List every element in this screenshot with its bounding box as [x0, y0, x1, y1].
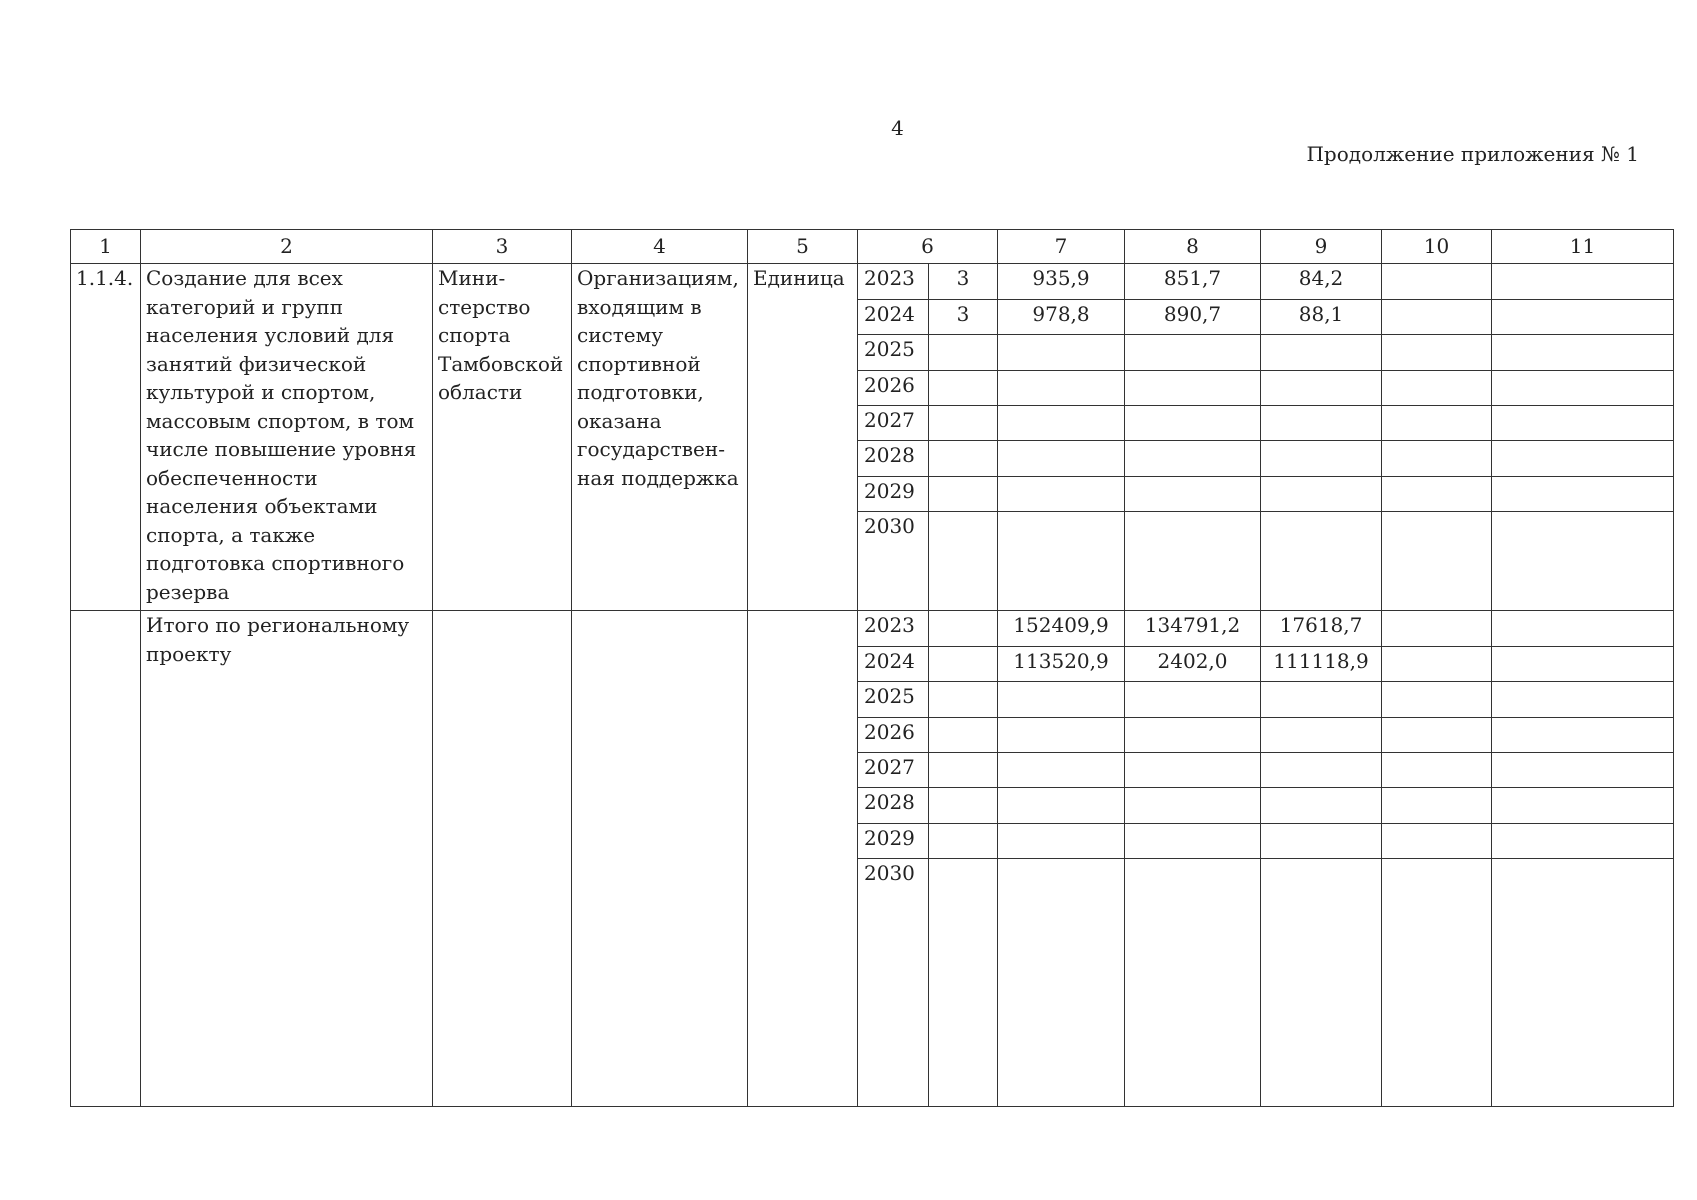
amount-cell — [1125, 859, 1261, 1107]
amount-cell — [1382, 512, 1492, 611]
year-cell: 2027 — [858, 405, 929, 440]
amount-cell — [998, 335, 1125, 370]
column-header: 8 — [1125, 230, 1261, 264]
table-row — [71, 611, 1674, 646]
column-header: 2 — [141, 230, 433, 264]
amount-cell — [1492, 405, 1674, 440]
value-cell: 3 — [929, 299, 998, 334]
column-header: 4 — [572, 230, 748, 264]
amount-cell: 890,7 — [1125, 299, 1261, 334]
total-label: Итого по региональному проекту — [141, 611, 433, 1107]
year-cell: 2023 — [858, 264, 929, 299]
amount-cell — [1382, 823, 1492, 858]
amount-cell — [1125, 405, 1261, 440]
column-header: 9 — [1261, 230, 1382, 264]
amount-cell — [1492, 823, 1674, 858]
column-header: 1 — [71, 230, 141, 264]
amount-cell — [1261, 405, 1382, 440]
amount-cell — [1492, 335, 1674, 370]
column-header: 3 — [433, 230, 572, 264]
amount-cell: 111118,9 — [1261, 646, 1382, 681]
amount-cell — [1261, 859, 1382, 1107]
year-cell: 2030 — [858, 859, 929, 1107]
amount-cell — [1492, 646, 1674, 681]
amount-cell — [1492, 370, 1674, 405]
result-description: Организациям, входящим в систему спортивной подготовки, оказана государствен-ная поддержка — [572, 264, 748, 611]
empty-cell — [748, 611, 858, 1107]
row-code — [71, 611, 141, 1107]
amount-cell — [1382, 476, 1492, 511]
amount-cell: 851,7 — [1125, 264, 1261, 299]
amount-cell — [1382, 611, 1492, 646]
year-cell: 2027 — [858, 752, 929, 787]
amount-cell: 935,9 — [998, 264, 1125, 299]
amount-cell — [1382, 299, 1492, 334]
year-cell: 2025 — [858, 335, 929, 370]
amount-cell — [1382, 788, 1492, 823]
amount-cell: 152409,9 — [998, 611, 1125, 646]
value-cell — [929, 335, 998, 370]
amount-cell: 134791,2 — [1125, 611, 1261, 646]
amount-cell — [1492, 859, 1674, 1107]
amount-cell — [1382, 405, 1492, 440]
page-number: 4 — [891, 116, 904, 140]
amount-cell: 2402,0 — [1125, 646, 1261, 681]
amount-cell — [1492, 788, 1674, 823]
amount-cell — [1125, 823, 1261, 858]
value-cell — [929, 611, 998, 646]
amount-cell — [1382, 682, 1492, 717]
amount-cell — [1382, 717, 1492, 752]
amount-cell — [1382, 646, 1492, 681]
amount-cell — [1261, 335, 1382, 370]
amount-cell — [998, 405, 1125, 440]
table-row — [71, 264, 1674, 299]
amount-cell: 88,1 — [1261, 299, 1382, 334]
year-cell: 2030 — [858, 512, 929, 611]
activity-1-1-4 — [71, 264, 1674, 611]
amount-cell — [1125, 752, 1261, 787]
year-cell: 2023 — [858, 611, 929, 646]
amount-cell — [1492, 264, 1674, 299]
row-code: 1.1.4. — [71, 264, 141, 611]
column-header: 6 — [858, 230, 998, 264]
amount-cell — [1382, 859, 1492, 1107]
value-cell — [929, 512, 998, 611]
year-cell: 2026 — [858, 717, 929, 752]
amount-cell — [998, 788, 1125, 823]
amount-cell — [1492, 299, 1674, 334]
amount-cell — [1492, 682, 1674, 717]
year-cell: 2028 — [858, 441, 929, 476]
amount-cell — [998, 370, 1125, 405]
amount-cell — [1125, 717, 1261, 752]
value-cell — [929, 441, 998, 476]
year-cell: 2029 — [858, 476, 929, 511]
column-header: 11 — [1492, 230, 1674, 264]
amount-cell — [1261, 717, 1382, 752]
value-cell — [929, 476, 998, 511]
year-cell: 2024 — [858, 299, 929, 334]
amount-cell — [1382, 264, 1492, 299]
amount-cell — [998, 752, 1125, 787]
header-row — [71, 230, 1674, 264]
amount-cell — [1492, 717, 1674, 752]
amount-cell — [1382, 335, 1492, 370]
amount-cell — [1125, 476, 1261, 511]
amount-cell — [998, 717, 1125, 752]
amount-cell — [1125, 441, 1261, 476]
amount-cell — [1125, 335, 1261, 370]
amount-cell — [1261, 682, 1382, 717]
amount-cell — [998, 512, 1125, 611]
amount-cell: 84,2 — [1261, 264, 1382, 299]
continuation-label: Продолжение приложения № 1 — [1306, 142, 1639, 166]
value-cell: 3 — [929, 264, 998, 299]
amount-cell — [1261, 788, 1382, 823]
responsible-executor: Мини-стерство спорта Тамбовской области — [433, 264, 572, 611]
amount-cell: 978,8 — [998, 299, 1125, 334]
amount-cell — [1261, 476, 1382, 511]
amount-cell — [998, 682, 1125, 717]
amount-cell — [998, 823, 1125, 858]
year-cell: 2024 — [858, 646, 929, 681]
amount-cell — [1492, 752, 1674, 787]
amount-cell: 17618,7 — [1261, 611, 1382, 646]
year-cell: 2029 — [858, 823, 929, 858]
amount-cell — [1382, 441, 1492, 476]
value-cell — [929, 859, 998, 1107]
value-cell — [929, 405, 998, 440]
amount-cell — [1492, 441, 1674, 476]
year-cell: 2025 — [858, 682, 929, 717]
amount-cell — [1261, 370, 1382, 405]
activity-name: Создание для всех категорий и групп населения условий для занятий физической культурой и спортом, массовым спортом, в том числе повышение уровня обеспеченности населения объектами спорта, а также подготовка спортивного резерва — [141, 264, 433, 611]
amount-cell — [1125, 512, 1261, 611]
amount-cell: 113520,9 — [998, 646, 1125, 681]
column-header: 5 — [748, 230, 858, 264]
amount-cell — [1261, 752, 1382, 787]
appendix-table — [70, 229, 1674, 1107]
amount-cell — [998, 476, 1125, 511]
year-cell: 2028 — [858, 788, 929, 823]
unit-of-measure: Единица — [748, 264, 858, 611]
value-cell — [929, 646, 998, 681]
value-cell — [929, 752, 998, 787]
amount-cell — [1261, 512, 1382, 611]
amount-cell — [1261, 823, 1382, 858]
amount-cell — [1125, 788, 1261, 823]
amount-cell — [1261, 441, 1382, 476]
amount-cell — [1382, 370, 1492, 405]
amount-cell — [1382, 752, 1492, 787]
value-cell — [929, 823, 998, 858]
empty-cell — [433, 611, 572, 1107]
regional-project-total — [71, 611, 1674, 1107]
value-cell — [929, 370, 998, 405]
column-header: 7 — [998, 230, 1125, 264]
amount-cell — [1125, 370, 1261, 405]
value-cell — [929, 788, 998, 823]
value-cell — [929, 682, 998, 717]
amount-cell — [998, 859, 1125, 1107]
amount-cell — [1125, 682, 1261, 717]
column-header: 10 — [1382, 230, 1492, 264]
amount-cell — [998, 441, 1125, 476]
empty-cell — [572, 611, 748, 1107]
value-cell — [929, 717, 998, 752]
amount-cell — [1492, 512, 1674, 611]
amount-cell — [1492, 476, 1674, 511]
year-cell: 2026 — [858, 370, 929, 405]
amount-cell — [1492, 611, 1674, 646]
